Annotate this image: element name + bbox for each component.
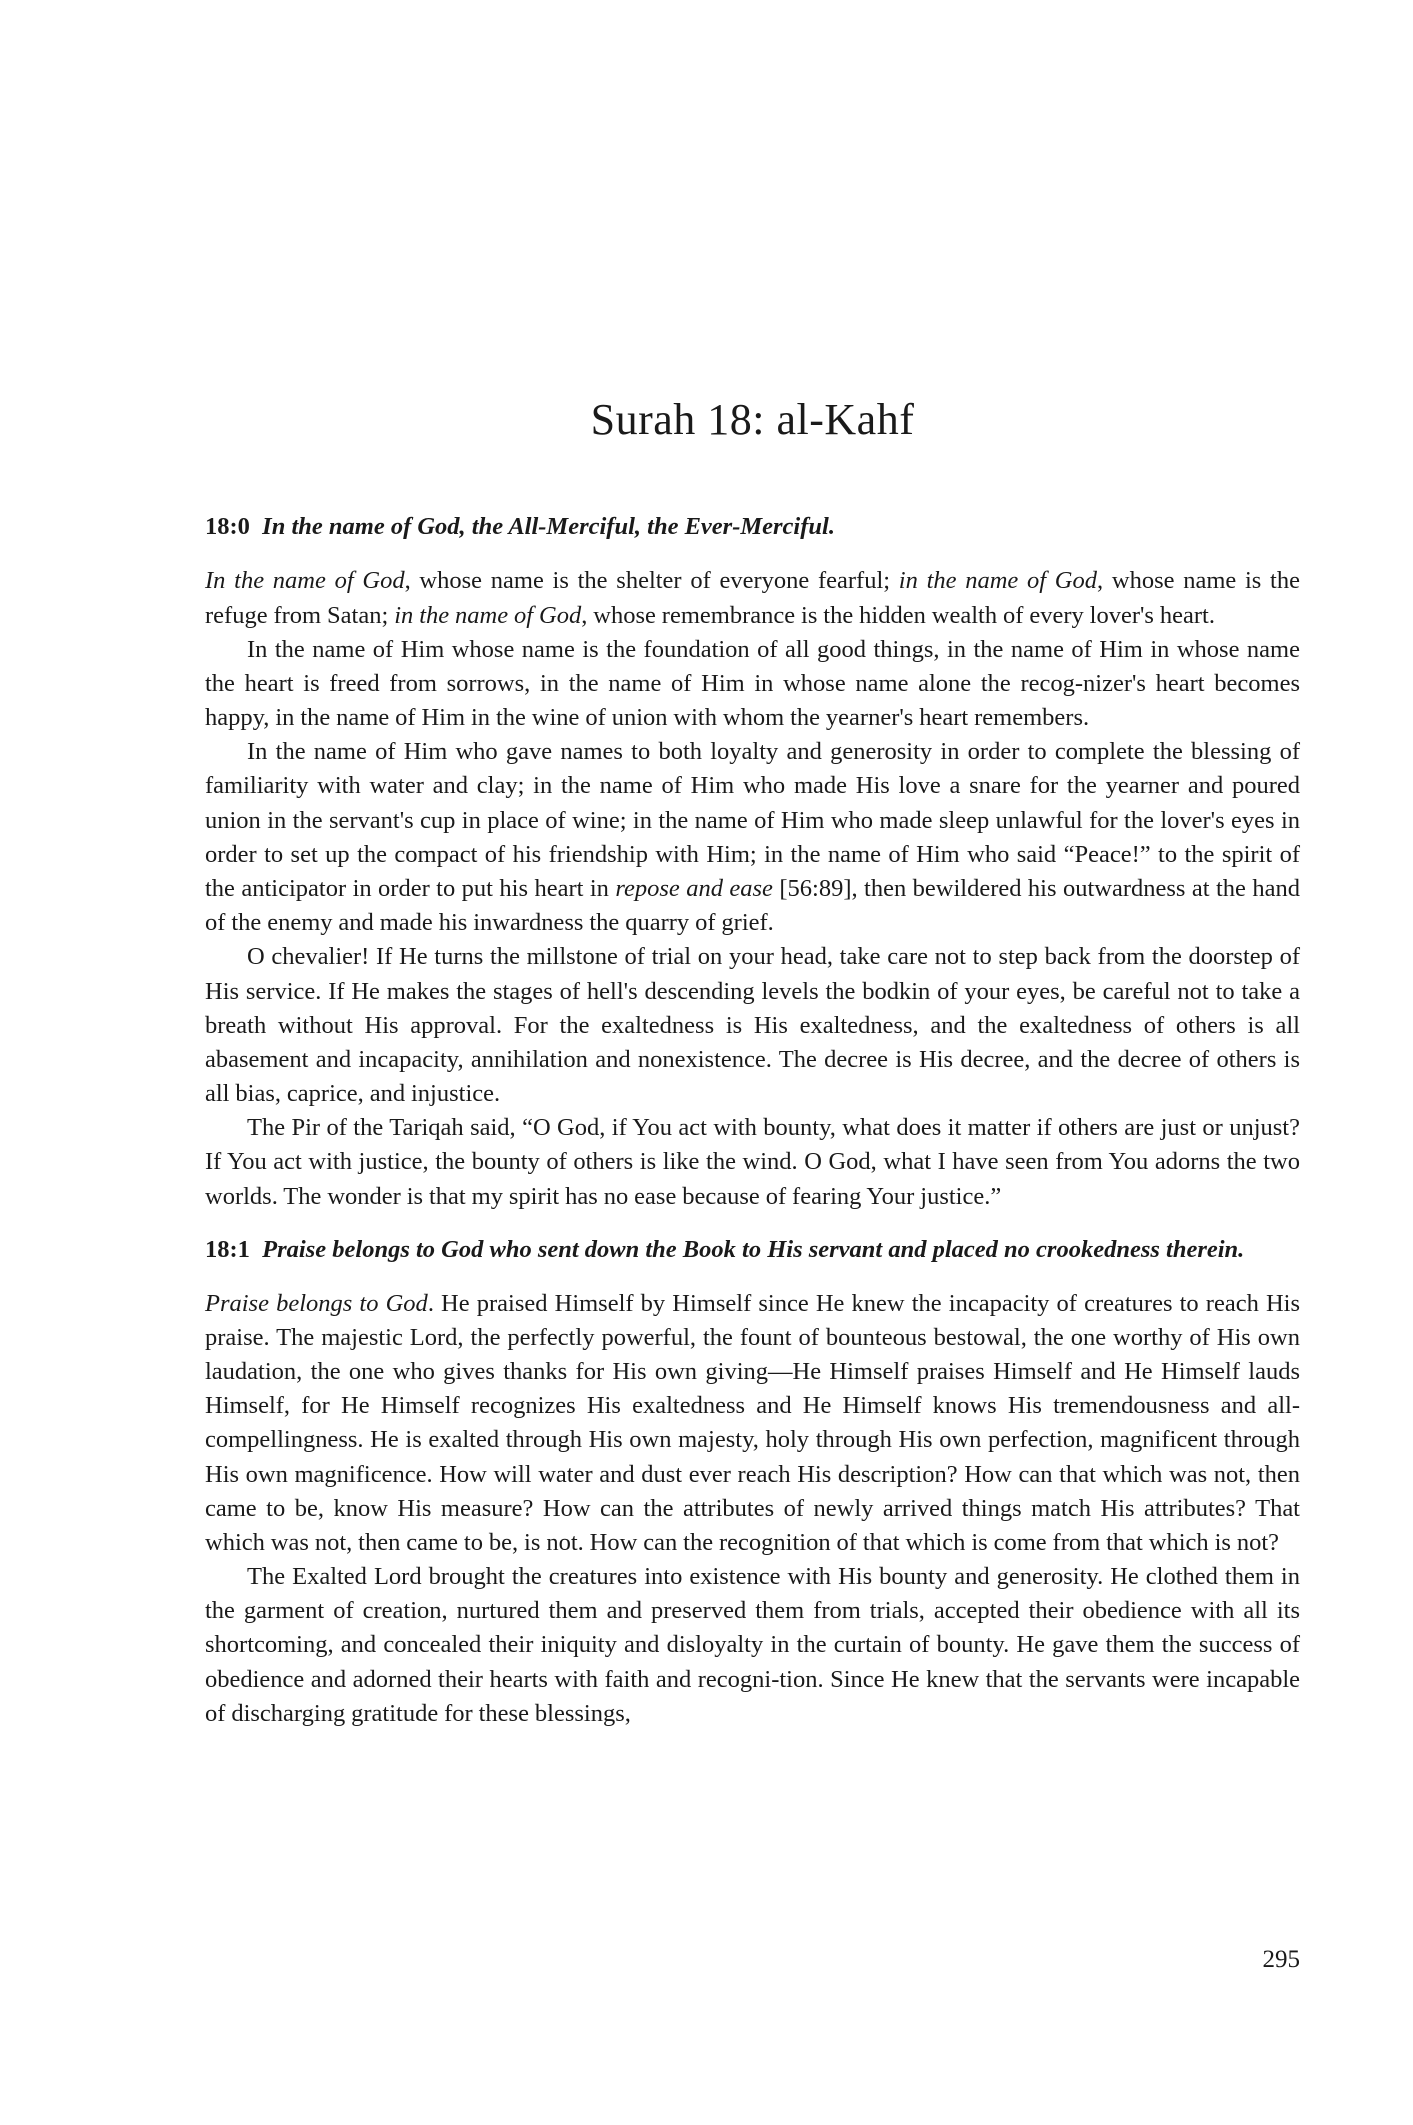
- text-run: [56:89], then bewildered his outwardness at the hand of the enemy and made his inwardness the quarry of grief.: [205, 874, 1300, 937]
- sections-container: [205, 510, 1300, 1731]
- text-run: , whose remembrance is the hidden wealth of every lover's heart.: [581, 601, 1215, 629]
- paragraph: [205, 1111, 1300, 1214]
- text-run: , whose name is the refuge from Satan;: [205, 567, 1300, 629]
- paragraph: [205, 1560, 1300, 1731]
- page-number: 295: [1262, 1946, 1300, 1973]
- emphasis-text: in the name of God: [898, 567, 1098, 595]
- text-run: , whose name is the shelter of everyone fearful;: [404, 567, 899, 595]
- page-content: [205, 396, 1300, 1731]
- paragraph: [205, 564, 1300, 632]
- text-run: In the name of Him who gave names to both loyalty and generosity in order to complete the blessing of familiarity with water and clay; in the name of Him who made His love a snare for the yearner and poured union in the servant's cup in place of wine; in the name of Him who made sleep unlawful for the lover's eyes in order to set up the compact of his friendship with Him; in the name of Him who said “Peace!” to the spirit of the anticipator in order to put his heart in: [205, 738, 1300, 902]
- text-run: In the name of Him whose name is the foundation of all good things, in the name of Him in whose name the heart is freed from sorrows, in the name of Him in whose name alone the recog-nizer's heart becomes happy, in the name of Him in the wine of union with whom the yearner's heart remembers.: [205, 635, 1300, 732]
- text-run: . He praised Himself by Himself since He knew the incapacity of creatures to reach His praise. The majestic Lord, the perfectly powerful, the fount of bounteous bestowal, the one worthy of His own laudation, the one who gives thanks for His own giving—He Himself praises Himself and He Himself lauds Himself, for He Himself recognizes His exaltedness and He Himself knows His tremendousness and all-compellingness. He is exalted through His own majesty, holy through His own perfection, magnificent through His own magnificence. How will water and dust ever reach His description? How can that which was not, then came to be, know His measure? How can the attributes of newly arrived things match His attributes? That which was not, then came to be, is not. How can the recognition of that which is come from that which is not?: [205, 1289, 1300, 1556]
- page-title: Surah 18: al-Kahf: [590, 395, 915, 444]
- verse-heading-text: In the name of God, the All-Merciful, the Ever-Merciful.: [262, 513, 835, 541]
- text-run: O chevalier! If He turns the millstone of trial on your head, take care not to step back from the doorstep of His service. If He makes the stages of hell's descending levels the bodkin of your eyes, be careful not to take a breath without His approval. For the exaltedness is His exaltedness, and the exaltedness of others is all abasement and incapacity, annihilation and nonexistence. The decree is His decree, and the decree of others is all bias, caprice, and injustice.: [205, 943, 1300, 1108]
- paragraph: [205, 633, 1300, 736]
- paragraph: [205, 1287, 1300, 1560]
- verse-heading: [205, 510, 1300, 544]
- verse-reference: 18:1: [205, 1235, 250, 1263]
- paragraph: [205, 735, 1300, 940]
- emphasis-text: repose and ease: [615, 874, 773, 902]
- paragraph: [205, 940, 1300, 1111]
- emphasis-text: In the name of God: [205, 567, 405, 595]
- text-run: The Pir of the Tariqah said, “O God, if You act with bounty, what does it matter if others are just or unjust? If You act with justice, the bounty of others is like the wind. O God, what I have seen from You adorns the two worlds. The wonder is that my spirit has no ease because of fearing Your justice.”: [205, 1114, 1300, 1210]
- verse-reference: 18:0: [205, 513, 250, 541]
- verse-heading: [205, 1233, 1300, 1267]
- emphasis-text: in the name of God: [394, 601, 582, 629]
- verse-heading-text: Praise belongs to God who sent down the Book to His servant and placed no crookedness therein.: [262, 1235, 1245, 1263]
- emphasis-text: Praise belongs to God: [205, 1289, 428, 1317]
- text-run: The Exalted Lord brought the creatures into existence with His bounty and generosity. He clothed them in the garment of creation, nurtured them and preserved them from trials, accepted their obedience with all its shortcoming, and concealed their iniquity and disloyalty in the curtain of bounty. He gave them the success of obedience and adorned their hearts with faith and recogni-tion. Since He knew that the servants were incapable of discharging gratitude for these blessings,: [205, 1563, 1300, 1727]
